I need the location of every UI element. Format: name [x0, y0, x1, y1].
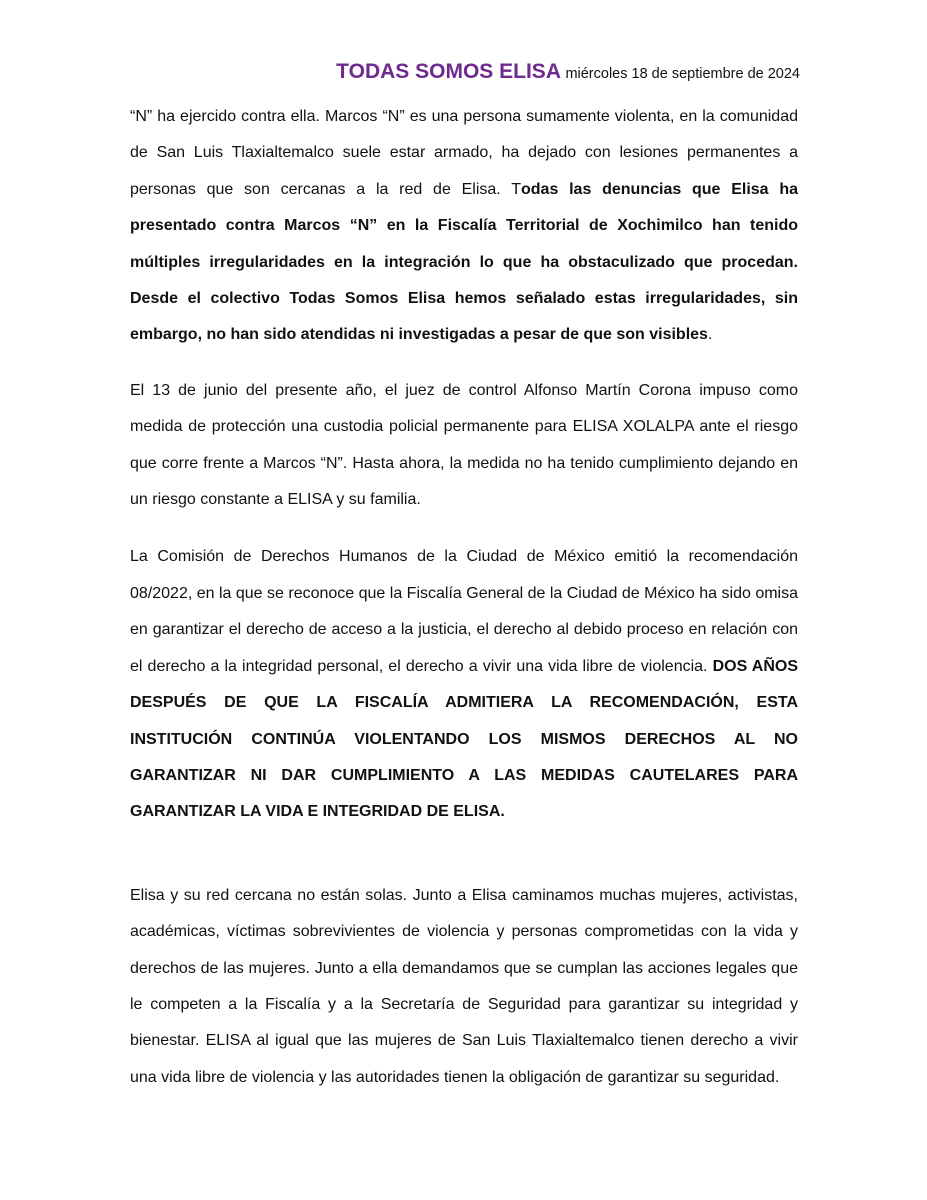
document-body: [130, 99, 798, 1096]
paragraph-1: [130, 99, 798, 354]
paragraph-4: Elisa y su red cercana no están solas. Junto a Elisa caminamos muchas mujeres, activistas, académicas, víctimas sobrevivientes de violencia y personas comprometidas con la vida y derechos de las mujeres. Junto a ella demandamos que se cumplan las acciones legales que le competen a la Fiscalía y a la Secretaría de Seguridad para garantizar su integridad y bienestar. ELISA al igual que las mujeres de San Luis Tlaxialtemalco tienen derecho a vivir una vida libre de violencia y las autoridades tienen la obligación de garantizar su seguridad.: [130, 886, 798, 1086]
paragraph-1-bold: odas las denuncias que Elisa ha presentado contra Marcos “N” en la Fiscalía Territorial de Xochimilco han tenido múltiples irregularidades en la integración lo que ha obstaculizado que procedan. Desde el colectivo Todas Somos Elisa hemos señalado estas irregularidades, sin embargo, no han sido atendidas ni investigadas a pesar de que son visibles: [130, 180, 799, 344]
brand-title: TODAS SOMOS ELISA: [336, 60, 561, 83]
paragraph-3-intro: La Comisión de Derechos Humanos de la Ciudad de México emitió la recomendación 08/2022, en la que se reconoce que la Fiscalía General de la Ciudad de México ha sido omisa en garantizar el derecho de acceso a la justicia, el derecho al debido proceso en relación con el derecho a la integridad personal, el derecho a vivir una vida libre de violencia.: [130, 548, 798, 675]
page-header: [336, 60, 800, 86]
paragraph-3-bold: DOS AÑOS DESPUÉS DE QUE LA FISCALÍA ADMITIERA LA RECOMENDACIÓN, ESTA INSTITUCIÓN CONTINÚA VIOLENTANDO LOS MISMOS DERECHOS AL NO GARANTIZAR NI DAR CUMPLIMIENTO A LAS MEDIDAS CAUTELARES PARA GARANTIZAR LA VIDA E INTEGRIDAD DE ELISA.: [130, 657, 798, 821]
paragraph-1-intro: “N” ha ejercido contra ella. Marcos “N” es una persona sumamente violenta, en la comunidad de San Luis Tlaxialtemalco suele estar armado, ha dejado con lesiones permanentes a personas que son cercanas a la red de Elisa. T: [130, 108, 798, 198]
header-date: miércoles 18 de septiembre de 2024: [565, 66, 800, 82]
paragraph-2: El 13 de junio del presente año, el juez de control Alfonso Martín Corona impuso como medida de protección una custodia policial permanente para ELISA XOLALPA ante el riesgo que corre frente a Marcos “N”. Hasta ahora, la medida no ha tenido cumplimiento dejando en un riesgo constante a ELISA y su familia.: [130, 381, 798, 509]
paragraph-1-end: .: [707, 326, 713, 344]
paragraph-3: [130, 539, 798, 830]
